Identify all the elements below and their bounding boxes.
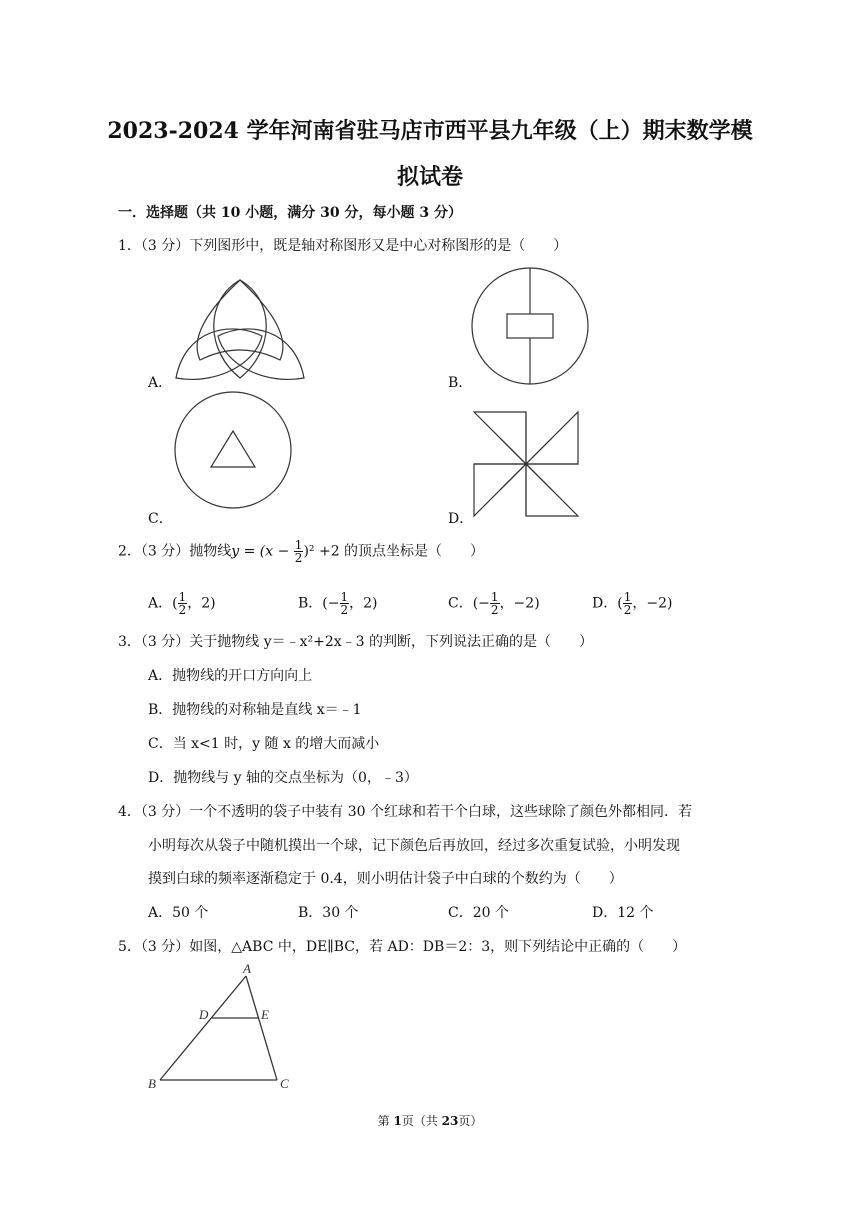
q2-b-num: 1 xyxy=(340,590,349,604)
footer-total-pages: 23 xyxy=(441,1114,459,1128)
question-5-stem: 5．（3 分）如图，△ABC 中，DE∥BC，若 AD：DB＝2：3，则下列结论中正确的（ ） xyxy=(118,939,687,955)
q1-label-a: A． xyxy=(148,375,173,391)
q1-label-d: D． xyxy=(448,511,474,527)
q2-option-c-label: C． xyxy=(448,595,473,612)
point-label-b: B xyxy=(148,1076,156,1091)
q2-c-den: 2 xyxy=(490,603,499,617)
q2-stem-prefix: 2．（3 分）抛物线 xyxy=(118,543,232,560)
point-label-a: A xyxy=(243,961,251,976)
q2-b-den: 2 xyxy=(340,603,349,617)
segment-ab xyxy=(160,976,246,1080)
footer-middle: 页（共 xyxy=(401,1114,442,1128)
q2-frac-num: 1 xyxy=(294,538,303,552)
q2-expr-a: y = (x − xyxy=(231,543,290,560)
q2-expr-b: )² +2 xyxy=(303,543,340,560)
q4-option-a: A．50 个 xyxy=(148,905,209,921)
q2-option-b-close: ，2) xyxy=(349,595,378,612)
q2-d-num: 1 xyxy=(623,590,632,604)
q2-c-num: 1 xyxy=(490,590,499,604)
q2-a-den: 2 xyxy=(178,603,187,617)
q2-option-a-close: ，2) xyxy=(187,595,216,612)
q3-option-b: B．抛物线的对称轴是直线 x＝﹣1 xyxy=(148,702,362,718)
q1-label-c: C． xyxy=(148,511,173,527)
q4-option-c: C．20 个 xyxy=(448,905,509,921)
q4-option-b: B．30 个 xyxy=(298,905,359,921)
q2-option-d-open: ( xyxy=(617,595,623,612)
q2-option-a-label: A． xyxy=(148,595,173,612)
q2-d-den: 2 xyxy=(623,603,632,617)
q3-option-a: A．抛物线的开口方向向上 xyxy=(148,668,313,684)
point-label-e: E xyxy=(261,1007,269,1022)
question-1-stem: 1．（3 分）下列图形中，既是轴对称图形又是中心对称图形的是（ ） xyxy=(118,238,568,254)
point-label-d: D xyxy=(199,1007,209,1022)
footer-page-number: 1 xyxy=(393,1114,402,1128)
q2-option-b-open: (− xyxy=(322,595,340,612)
q2-a-num: 1 xyxy=(178,590,187,604)
question-4-line-3: 摸到白球的频率逐渐稳定于 0.4，则小明估计袋子中白球的个数约为（ ） xyxy=(148,871,623,887)
q4-option-d: D．12 个 xyxy=(592,905,654,921)
q2-stem-suffix: 的顶点坐标是（ ） xyxy=(339,543,485,560)
section-heading: 一．选择题（共 10 小题，满分 30 分，每小题 3 分） xyxy=(118,205,462,221)
page-title-continued: 拟试卷 xyxy=(396,164,463,190)
page-title: 2023-2024 学年河南省驻马店市西平县九年级（上）期末数学模 xyxy=(107,118,753,144)
question-4-line-2: 小明每次从袋子中随机摸出一个球，记下颜色后再放回，经过多次重复试验，小明发现 xyxy=(148,838,680,854)
footer-suffix: 页） xyxy=(458,1114,483,1128)
q3-option-c: C．当 x<1 时，y 随 x 的增大而减小 xyxy=(148,736,380,752)
question-3-stem: 3．（3 分）关于抛物线 y＝﹣x²+2x﹣3 的判断，下列说法正确的是（ ） xyxy=(118,634,594,650)
q2-option-c-open: (− xyxy=(472,595,490,612)
q2-frac-den: 2 xyxy=(294,551,303,565)
question-4-line-1: 4．（3 分）一个不透明的袋子中装有 30 个红球和若干个白球，这些球除了颜色外都相同．若 xyxy=(118,804,692,820)
q2-option-d-label: D． xyxy=(592,595,618,612)
q2-option-b-label: B． xyxy=(298,595,323,612)
segment-ac xyxy=(246,976,277,1080)
q1-label-b: B． xyxy=(448,375,473,391)
q2-option-a-open: ( xyxy=(172,595,178,612)
q3-option-d: D．抛物线与 y 轴的交点坐标为（0，﹣3） xyxy=(148,770,418,786)
point-label-c: C xyxy=(280,1076,289,1091)
footer-prefix: 第 xyxy=(377,1114,394,1128)
page-footer xyxy=(0,1112,860,1129)
q2-option-d-close: ，−2) xyxy=(632,595,673,612)
q2-option-c-close: ，−2) xyxy=(499,595,540,612)
